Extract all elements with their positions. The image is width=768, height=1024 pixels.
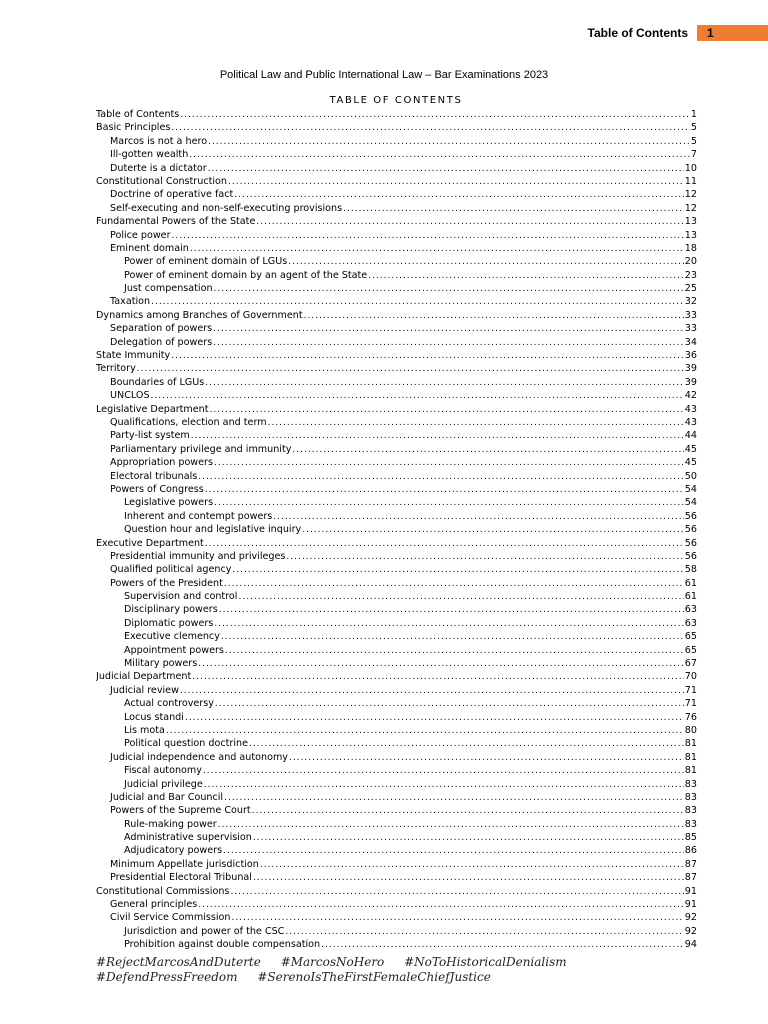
toc-dot-leader xyxy=(214,457,684,469)
toc-entry-label: Table of Contents xyxy=(96,109,180,120)
toc-entry[interactable] xyxy=(96,162,697,175)
toc-entry-page: 12 xyxy=(684,189,697,201)
toc-dot-leader xyxy=(180,109,690,121)
toc-dot-leader xyxy=(214,497,684,509)
toc-entry-label: Judicial review xyxy=(110,684,179,696)
toc-entry-label: Locus standi xyxy=(124,711,184,723)
toc-entry[interactable] xyxy=(96,818,697,831)
toc-entry-label: Judicial independence and autonomy xyxy=(110,751,288,763)
toc-entry[interactable] xyxy=(96,523,697,536)
toc-dot-leader xyxy=(234,189,684,201)
toc-entry[interactable] xyxy=(96,670,697,683)
toc-dot-leader xyxy=(321,939,684,951)
toc-entry-page: 92 xyxy=(684,925,697,937)
toc-entry-page: 63 xyxy=(684,604,697,616)
toc-entry[interactable] xyxy=(96,617,697,630)
toc-entry-page: 50 xyxy=(684,470,697,482)
toc-entry-label: Inherent and contempt powers xyxy=(124,510,273,522)
toc-entry[interactable] xyxy=(96,751,697,764)
toc-entry-page: 81 xyxy=(684,751,697,763)
toc-entry-label: Political question doctrine xyxy=(124,738,249,750)
toc-entry-page: 43 xyxy=(684,403,697,415)
toc-entry-label: Electoral tribunals xyxy=(110,470,198,482)
toc-dot-leader xyxy=(273,511,683,523)
toc-dot-leader xyxy=(151,296,684,308)
toc-entry-label: Basic Principles xyxy=(96,122,171,134)
toc-entry[interactable] xyxy=(96,108,697,121)
toc-entry[interactable] xyxy=(96,282,697,295)
toc-dot-leader xyxy=(304,310,684,322)
toc-entry-label: Doctrine of operative fact xyxy=(110,189,234,201)
toc-entry-label: Minimum Appellate jurisdiction xyxy=(110,858,259,870)
toc-dot-leader xyxy=(368,270,684,282)
toc-entry-page: 92 xyxy=(684,912,697,924)
toc-entry[interactable] xyxy=(96,711,697,724)
toc-dot-leader xyxy=(137,363,684,375)
toc-entry-label: Boundaries of LGUs xyxy=(110,376,205,388)
toc-dot-leader xyxy=(203,765,684,777)
toc-dot-leader xyxy=(190,243,684,255)
toc-entry-page: 45 xyxy=(684,457,697,469)
toc-entry-label: Appropriation powers xyxy=(110,457,214,469)
toc-entry[interactable] xyxy=(96,925,697,938)
toc-entry[interactable] xyxy=(96,470,697,483)
toc-entry-label: Rule-making power xyxy=(124,818,217,830)
toc-entry-page: 23 xyxy=(684,269,697,281)
toc-entry-page: 10 xyxy=(684,162,697,174)
toc-entry-page: 76 xyxy=(684,711,697,723)
toc-entry[interactable] xyxy=(96,429,697,442)
toc-entry[interactable] xyxy=(96,242,697,255)
table-of-contents xyxy=(96,108,697,952)
toc-entry-page: 63 xyxy=(684,617,697,629)
toc-entry[interactable] xyxy=(96,215,697,228)
toc-entry-label: Presidential Electoral Tribunal xyxy=(110,872,252,884)
toc-dot-leader xyxy=(225,645,684,657)
toc-dot-leader xyxy=(343,203,684,215)
toc-dot-leader xyxy=(230,886,683,898)
toc-entry-page: 83 xyxy=(684,791,697,803)
toc-entry[interactable] xyxy=(96,322,697,335)
toc-dot-leader xyxy=(213,323,684,335)
footer-hashtag: #DefendPressFreedom xyxy=(96,970,238,984)
toc-entry-page: 45 xyxy=(684,443,697,455)
toc-entry-label: Territory xyxy=(96,363,136,375)
toc-dot-leader xyxy=(252,805,684,817)
toc-entry-page: 20 xyxy=(684,256,697,268)
toc-entry-label: Supervision and control xyxy=(124,591,238,603)
document-title: Political Law and Public International Law – Bar Examinations 2023 xyxy=(219,69,549,81)
toc-dot-leader xyxy=(172,230,684,242)
toc-entry[interactable] xyxy=(96,175,697,188)
toc-entry[interactable] xyxy=(96,229,697,242)
toc-dot-leader xyxy=(189,149,690,161)
toc-entry-page: 83 xyxy=(684,778,697,790)
toc-entry[interactable] xyxy=(96,778,697,791)
footer-hashtag: #MarcosNoHero xyxy=(280,955,385,969)
toc-entry-page: 5 xyxy=(690,135,697,147)
toc-dot-leader xyxy=(253,872,684,884)
toc-dot-leader xyxy=(166,725,684,737)
toc-entry-label: General principles xyxy=(110,899,198,911)
toc-entry[interactable] xyxy=(96,443,697,456)
toc-entry-page: 81 xyxy=(684,738,697,750)
toc-entry[interactable] xyxy=(96,202,697,215)
toc-entry-page: 91 xyxy=(684,885,697,897)
toc-entry-page: 36 xyxy=(684,350,697,362)
toc-entry[interactable] xyxy=(96,510,697,523)
toc-dot-leader xyxy=(205,538,684,550)
toc-entry-label: Duterte is a dictator xyxy=(110,162,207,174)
toc-entry[interactable] xyxy=(96,804,697,817)
toc-entry-page: 61 xyxy=(684,577,697,589)
toc-dot-leader xyxy=(208,163,684,175)
toc-entry-label: Powers of the President xyxy=(110,577,223,589)
toc-entry[interactable] xyxy=(96,644,697,657)
toc-entry-label: Civil Service Commission xyxy=(110,912,231,924)
toc-entry-label: Just compensation xyxy=(124,283,213,295)
toc-entry-label: Eminent domain xyxy=(110,242,189,254)
toc-entry-page: 34 xyxy=(684,336,697,348)
toc-dot-leader xyxy=(198,471,684,483)
toc-entry-page: 83 xyxy=(684,818,697,830)
toc-dot-leader xyxy=(180,685,684,697)
toc-dot-leader xyxy=(218,819,684,831)
toc-entry[interactable] xyxy=(96,255,697,268)
toc-entry-label: Fiscal autonomy xyxy=(124,765,202,777)
toc-entry-page: 18 xyxy=(684,242,697,254)
page-number-badge xyxy=(697,25,768,41)
toc-entry-label: Fundamental Powers of the State xyxy=(96,216,256,228)
toc-entry-label: Diplomatic powers xyxy=(124,617,214,629)
toc-entry[interactable] xyxy=(96,831,697,844)
toc-entry[interactable] xyxy=(96,724,697,737)
toc-entry[interactable] xyxy=(96,188,697,201)
toc-entry[interactable] xyxy=(96,938,697,951)
toc-entry-page: 86 xyxy=(684,845,697,857)
toc-entry-label: Administrative supervision xyxy=(124,832,252,844)
toc-entry-label: Lis mota xyxy=(124,724,165,736)
toc-entry-label: Constitutional Commissions xyxy=(96,885,230,897)
toc-entry-page: 71 xyxy=(684,698,697,710)
toc-dot-leader xyxy=(204,779,684,791)
toc-entry-label: Jurisdiction and power of the CSC xyxy=(124,925,285,937)
toc-entry-label: Police power xyxy=(110,229,171,241)
toc-entry-label: Prohibition against double compensation xyxy=(124,939,321,951)
toc-entry[interactable] xyxy=(96,336,697,349)
toc-dot-leader xyxy=(215,698,684,710)
toc-entry-page: 39 xyxy=(684,376,697,388)
toc-entry-label: Judicial and Bar Council xyxy=(110,791,224,803)
toc-dot-leader xyxy=(151,390,684,402)
toc-dot-leader xyxy=(292,444,683,456)
toc-dot-leader xyxy=(223,845,684,857)
toc-entry[interactable] xyxy=(96,148,697,161)
toc-entry[interactable] xyxy=(96,362,697,375)
toc-entry-label: Qualifications, election and term xyxy=(110,416,267,428)
toc-entry-page: 71 xyxy=(684,684,697,696)
toc-entry-page: 42 xyxy=(684,390,697,402)
toc-entry-label: Judicial Department xyxy=(96,671,192,683)
toc-dot-leader xyxy=(205,484,684,496)
toc-entry-page: 56 xyxy=(684,510,697,522)
toc-dot-leader xyxy=(191,430,684,442)
toc-dot-leader xyxy=(288,256,684,268)
toc-dot-leader xyxy=(249,738,684,750)
toc-entry[interactable] xyxy=(96,269,697,282)
toc-entry[interactable] xyxy=(96,737,697,750)
toc-entry-page: 56 xyxy=(684,524,697,536)
toc-entry[interactable] xyxy=(96,483,697,496)
toc-entry-page: 94 xyxy=(684,939,697,951)
toc-entry-label: Marcos is not a hero xyxy=(110,135,208,147)
toc-entry-page: 25 xyxy=(684,283,697,295)
toc-dot-leader xyxy=(260,859,684,871)
toc-entry-page: 91 xyxy=(684,899,697,911)
toc-entry-page: 1 xyxy=(690,109,697,120)
toc-dot-leader xyxy=(205,377,684,389)
toc-entry-label: Appointment powers xyxy=(124,644,224,656)
footer-hashtag: #RejectMarcosAndDuterte xyxy=(96,955,261,969)
toc-entry[interactable] xyxy=(96,403,697,416)
toc-dot-leader xyxy=(228,176,684,188)
footer-hashtag: #SerenoIsTheFirstFemaleChiefJustice xyxy=(257,970,491,984)
toc-entry-page: 7 xyxy=(690,149,697,161)
toc-dot-leader xyxy=(221,631,684,643)
toc-entry-label: Power of eminent domain of LGUs xyxy=(124,256,288,268)
toc-entry-page: 44 xyxy=(684,430,697,442)
toc-entry-label: Constitutional Construction xyxy=(96,175,227,187)
toc-entry-page: 12 xyxy=(684,202,697,214)
toc-entry[interactable] xyxy=(96,697,697,710)
toc-entry[interactable] xyxy=(96,295,697,308)
footer-hashtags-line-1 xyxy=(96,955,583,969)
toc-entry-page: 67 xyxy=(684,658,697,670)
toc-entry-page: 65 xyxy=(684,644,697,656)
toc-entry[interactable] xyxy=(96,603,697,616)
toc-entry[interactable] xyxy=(96,791,697,804)
toc-entry-label: Question hour and legislative inquiry xyxy=(124,524,302,536)
toc-entry[interactable] xyxy=(96,537,697,550)
toc-entry-label: Ill-gotten wealth xyxy=(110,149,189,161)
toc-entry-page: 80 xyxy=(684,724,697,736)
toc-entry-page: 5 xyxy=(690,122,697,134)
toc-dot-leader xyxy=(289,752,684,764)
toc-entry-page: 56 xyxy=(684,537,697,549)
toc-entry[interactable] xyxy=(96,858,697,871)
toc-dot-leader xyxy=(208,136,690,148)
toc-entry-label: Separation of powers xyxy=(110,323,213,335)
toc-dot-leader xyxy=(213,337,684,349)
toc-entry-label: State Immunity xyxy=(96,350,171,362)
toc-entry-label: Legislative powers xyxy=(124,497,214,509)
toc-entry-page: 56 xyxy=(684,550,697,562)
toc-entry[interactable] xyxy=(96,135,697,148)
toc-entry-page: 70 xyxy=(684,671,697,683)
toc-entry-label: Actual controversy xyxy=(124,698,214,710)
toc-entry[interactable] xyxy=(96,389,697,402)
toc-dot-leader xyxy=(232,564,683,576)
toc-entry-label: Taxation xyxy=(110,296,151,308)
toc-entry-page: 43 xyxy=(684,416,697,428)
toc-dot-leader xyxy=(210,404,684,416)
footer-hashtag: #NoToHistoricalDenialism xyxy=(404,955,567,969)
toc-entry-label: Military powers xyxy=(124,658,198,670)
toc-entry[interactable] xyxy=(96,684,697,697)
toc-entry-page: 85 xyxy=(684,832,697,844)
toc-entry-label: Executive Department xyxy=(96,537,204,549)
toc-dot-leader xyxy=(231,912,683,924)
toc-entry-page: 33 xyxy=(684,323,697,335)
toc-dot-leader xyxy=(285,926,683,938)
toc-entry-page: 61 xyxy=(684,591,697,603)
toc-entry-label: Executive clemency xyxy=(124,631,220,643)
toc-entry-label: Delegation of powers xyxy=(110,336,213,348)
toc-entry[interactable] xyxy=(96,764,697,777)
toc-dot-leader xyxy=(253,832,684,844)
toc-entry-page: 39 xyxy=(684,363,697,375)
toc-entry-page: 13 xyxy=(684,216,697,228)
toc-entry-page: 13 xyxy=(684,229,697,241)
toc-entry-label: Dynamics among Branches of Government xyxy=(96,309,303,321)
toc-heading: TABLE OF CONTENTS xyxy=(329,95,463,106)
toc-entry[interactable] xyxy=(96,121,697,134)
toc-entry-label: Powers of the Supreme Court xyxy=(110,805,251,817)
toc-entry[interactable] xyxy=(96,349,697,362)
toc-entry-label: Powers of Congress xyxy=(110,483,204,495)
toc-entry-page: 81 xyxy=(684,765,697,777)
toc-entry[interactable] xyxy=(96,590,697,603)
toc-dot-leader xyxy=(185,712,684,724)
toc-entry-label: Qualified political agency xyxy=(110,564,232,576)
toc-entry[interactable] xyxy=(96,657,697,670)
toc-dot-leader xyxy=(224,792,684,804)
toc-entry-label: Presidential immunity and privileges xyxy=(110,550,286,562)
toc-entry-page: 32 xyxy=(684,296,697,308)
toc-entry-page: 33 xyxy=(684,309,697,321)
toc-entry-label: UNCLOS xyxy=(110,390,150,402)
toc-entry[interactable] xyxy=(96,898,697,911)
toc-dot-leader xyxy=(224,578,684,590)
toc-entry-label: Adjudicatory powers xyxy=(124,845,223,857)
footer-hashtags-line-2 xyxy=(96,970,507,984)
toc-entry-page: 83 xyxy=(684,805,697,817)
toc-entry[interactable] xyxy=(96,563,697,576)
toc-dot-leader xyxy=(268,417,684,429)
toc-entry-page: 87 xyxy=(684,872,697,884)
toc-entry-page: 87 xyxy=(684,858,697,870)
toc-dot-leader xyxy=(198,899,684,911)
toc-entry[interactable] xyxy=(96,911,697,924)
toc-dot-leader xyxy=(214,283,684,295)
toc-entry-label: Self-executing and non-self-executing provisions xyxy=(110,202,343,214)
toc-dot-leader xyxy=(256,216,683,228)
toc-entry-label: Judicial privilege xyxy=(124,778,203,790)
toc-dot-leader xyxy=(198,658,684,670)
toc-entry[interactable] xyxy=(96,844,697,857)
toc-entry[interactable] xyxy=(96,871,697,884)
toc-dot-leader xyxy=(286,551,683,563)
toc-entry-page: 54 xyxy=(684,497,697,509)
toc-entry[interactable] xyxy=(96,885,697,898)
toc-entry-page: 54 xyxy=(684,483,697,495)
toc-entry[interactable] xyxy=(96,496,697,509)
toc-dot-leader xyxy=(238,591,683,603)
toc-entry[interactable] xyxy=(96,456,697,469)
toc-entry[interactable] xyxy=(96,416,697,429)
running-header-title: Table of Contents xyxy=(587,26,688,40)
toc-entry-label: Disciplinary powers xyxy=(124,604,218,616)
toc-dot-leader xyxy=(192,671,684,683)
toc-dot-leader xyxy=(219,604,684,616)
toc-dot-leader xyxy=(302,524,684,536)
toc-entry-label: Party-list system xyxy=(110,430,190,442)
toc-dot-leader xyxy=(171,122,690,134)
toc-dot-leader xyxy=(214,618,683,630)
toc-entry-page: 11 xyxy=(684,175,697,187)
toc-dot-leader xyxy=(171,350,684,362)
toc-entry[interactable] xyxy=(96,309,697,322)
toc-entry-label: Legislative Department xyxy=(96,403,209,415)
page-number: 1 xyxy=(707,26,714,40)
toc-entry-label: Parliamentary privilege and immunity xyxy=(110,443,292,455)
toc-entry-page: 65 xyxy=(684,631,697,643)
toc-entry-label: Power of eminent domain by an agent of the State xyxy=(124,269,368,281)
toc-entry[interactable] xyxy=(96,550,697,563)
toc-entry-page: 58 xyxy=(684,564,697,576)
toc-entry[interactable] xyxy=(96,630,697,643)
toc-entry[interactable] xyxy=(96,376,697,389)
toc-entry[interactable] xyxy=(96,577,697,590)
